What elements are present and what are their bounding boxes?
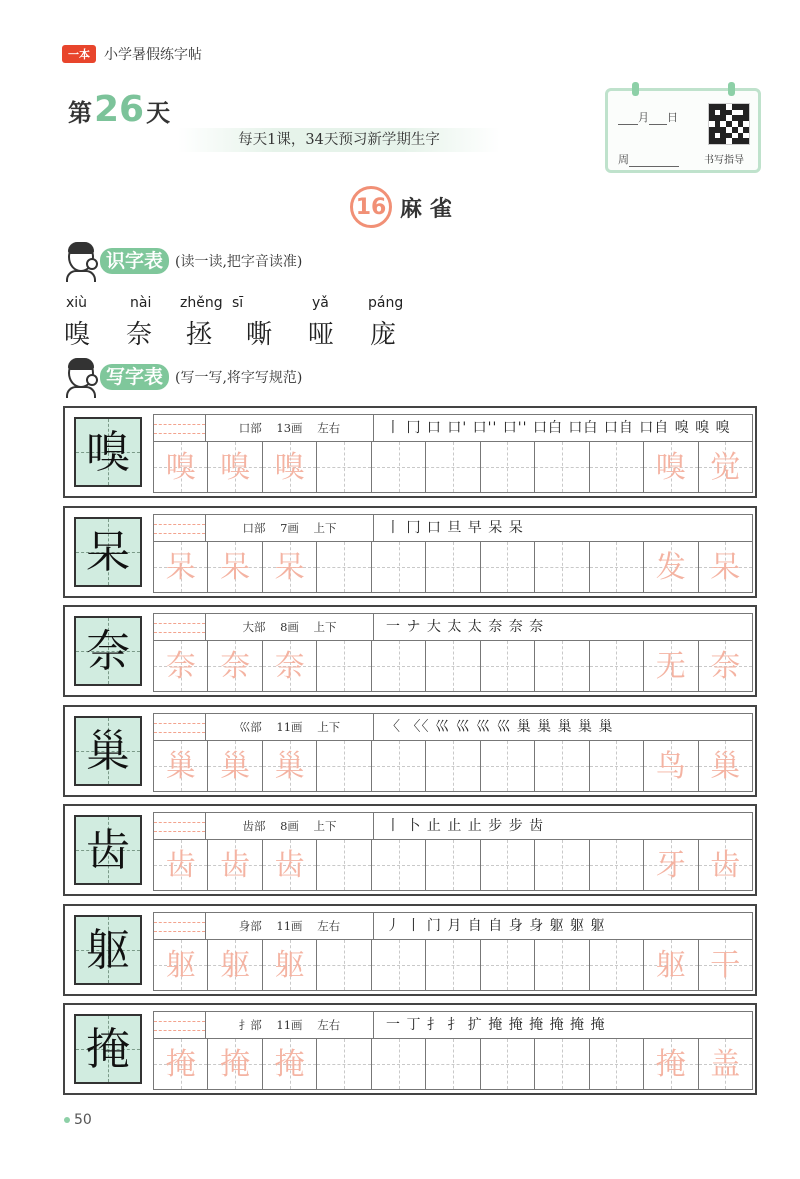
practice-cell[interactable] [426, 741, 480, 791]
model-character-cell [74, 616, 142, 686]
practice-cell[interactable] [426, 1039, 480, 1089]
practice-cell[interactable] [535, 442, 589, 492]
day-label: 日 [667, 111, 678, 124]
pinyin-text: yǎ [312, 295, 329, 311]
character-meta [206, 714, 374, 740]
practice-cell[interactable] [535, 940, 589, 990]
radical: 大部 [242, 620, 266, 634]
practice-grid [153, 640, 753, 692]
word-character: 牙 [655, 848, 686, 883]
trace-character: 躯 [165, 948, 196, 983]
practice-cell[interactable] [263, 1039, 317, 1089]
stroke-count: 7画 [280, 521, 299, 535]
structure: 上下 [313, 819, 337, 833]
model-character: 躯 [86, 925, 130, 976]
publisher-logo: 一本 [62, 45, 96, 63]
practice-cell[interactable] [263, 641, 317, 691]
structure: 左右 [317, 919, 341, 933]
practice-cell[interactable] [481, 641, 535, 691]
trace-character: 奈 [274, 649, 305, 684]
model-character: 掩 [86, 1024, 130, 1075]
practice-grid [153, 939, 753, 991]
day-suffix: 天 [146, 99, 171, 127]
practice-cell[interactable] [154, 641, 208, 691]
practice-cell[interactable] [317, 442, 371, 492]
pinyin-box[interactable] [154, 515, 206, 541]
student-thinking-icon [62, 356, 104, 398]
model-character-cell [74, 815, 142, 885]
practice-cell[interactable] [481, 542, 535, 592]
lesson-number: 16 [350, 186, 392, 228]
practice-grid [153, 541, 753, 593]
qr-label: 书写指导 [704, 155, 744, 166]
practice-cell[interactable] [208, 940, 262, 990]
model-character-cell [74, 517, 142, 587]
recognize-section-header [62, 240, 302, 282]
word-character: 掩 [655, 1047, 686, 1082]
word-character: 鸟 [655, 749, 686, 784]
practice-cell[interactable] [535, 542, 589, 592]
trace-character: 奈 [220, 649, 251, 684]
word-character: 齿 [710, 848, 741, 883]
practice-cell[interactable] [317, 641, 371, 691]
binder-tab-icon [632, 82, 639, 96]
practice-cell[interactable] [481, 741, 535, 791]
practice-cell[interactable] [208, 442, 262, 492]
trace-character: 齿 [274, 848, 305, 883]
stroke-count: 8画 [280, 620, 299, 634]
practice-cell[interactable] [372, 840, 426, 890]
practice-cell[interactable] [481, 442, 535, 492]
practice-cell[interactable] [208, 741, 262, 791]
practice-cell[interactable] [590, 741, 644, 791]
practice-cell[interactable] [263, 542, 317, 592]
practice-cell[interactable] [590, 641, 644, 691]
model-character: 嗅 [86, 427, 130, 478]
stroke-count: 11画 [276, 1018, 303, 1032]
radical: 身部 [238, 919, 262, 933]
practice-cell[interactable] [644, 840, 698, 890]
week-row [618, 151, 679, 167]
radical: 扌部 [238, 1018, 262, 1032]
recognize-note: (读一读,把字音读准) [175, 254, 303, 270]
word-character: 发 [655, 550, 686, 585]
practice-grid [153, 441, 753, 493]
practice-cell[interactable] [644, 940, 698, 990]
pinyin-text: nài [130, 295, 152, 311]
radical: 齿部 [242, 819, 266, 833]
practice-cell[interactable] [535, 1039, 589, 1089]
page-number: 50 [64, 1112, 92, 1128]
practice-cell[interactable] [699, 1039, 752, 1089]
recognize-char: 庞 [370, 320, 397, 350]
word-character: 干 [710, 948, 741, 983]
stroke-order: 丿 丨 门 月 自 自 身 身 躯 躯 躯 [386, 918, 606, 934]
character-info [153, 1011, 753, 1038]
practice-cell[interactable] [699, 542, 752, 592]
radical: 口部 [242, 521, 266, 535]
character-info [153, 812, 753, 839]
structure: 上下 [317, 720, 341, 734]
practice-cell[interactable] [699, 641, 752, 691]
pinyin-box[interactable] [154, 415, 206, 441]
practice-cell[interactable] [590, 442, 644, 492]
recognize-char: 嗅 [64, 320, 91, 350]
student-thinking-icon [62, 240, 104, 282]
word-character: 奈 [710, 649, 741, 684]
practice-cell[interactable] [372, 442, 426, 492]
trace-character: 巢 [165, 749, 196, 784]
stroke-order: 丨 卜 止 止 止 步 步 齿 [386, 818, 545, 834]
stroke-order: 一 丁 扌 扌 扩 掩 掩 掩 掩 掩 掩 [386, 1017, 606, 1033]
trace-character: 巢 [220, 749, 251, 784]
stroke-order: 〈 〈〈 巛 巛 巛 巛 巢 巢 巢 巢 巢 [386, 719, 614, 735]
radical: 口部 [238, 421, 262, 435]
practice-cell[interactable] [154, 940, 208, 990]
practice-cell[interactable] [699, 940, 752, 990]
practice-cell[interactable] [426, 542, 480, 592]
practice-row [63, 804, 757, 896]
date-row [618, 109, 678, 125]
pinyin-box[interactable] [154, 1012, 206, 1038]
practice-cell[interactable] [317, 542, 371, 592]
qr-code-icon[interactable] [708, 103, 750, 145]
structure: 上下 [313, 521, 337, 535]
trace-character: 齿 [220, 848, 251, 883]
lesson-name: 麻雀 [400, 195, 461, 222]
structure: 左右 [317, 1018, 341, 1032]
practice-cell[interactable] [481, 1039, 535, 1089]
recognize-char: 哑 [308, 320, 335, 350]
recognize-label: 识字表 [100, 248, 169, 274]
character-info [153, 613, 753, 640]
practice-cell[interactable] [426, 940, 480, 990]
model-character: 巢 [86, 726, 130, 777]
structure: 左右 [317, 421, 341, 435]
practice-cell[interactable] [372, 940, 426, 990]
practice-row [63, 705, 757, 797]
character-meta [206, 1012, 374, 1038]
word-character: 觉 [710, 450, 741, 485]
pinyin-text: sī [232, 295, 244, 311]
practice-row [63, 406, 757, 498]
subtitle: 每天1课，34天预习新学期生字 [178, 128, 500, 152]
character-info [153, 912, 753, 939]
trace-character: 呆 [220, 550, 251, 585]
pinyin-box[interactable] [154, 813, 206, 839]
recognize-char: 拯 [186, 320, 213, 350]
trace-character: 掩 [274, 1047, 305, 1082]
practice-cell[interactable] [208, 840, 262, 890]
practice-cell[interactable] [644, 442, 698, 492]
practice-cell[interactable] [154, 840, 208, 890]
practice-cell[interactable] [699, 840, 752, 890]
model-character: 呆 [86, 527, 130, 578]
trace-character: 掩 [220, 1047, 251, 1082]
stroke-order: 丨 冂 口 口' 口'' 口'' 口白 口白 口自 口自 嗅 嗅 嗅 [386, 420, 731, 436]
practice-cell[interactable] [154, 741, 208, 791]
practice-grid [153, 839, 753, 891]
practice-cell[interactable] [590, 542, 644, 592]
practice-cell[interactable] [263, 940, 317, 990]
trace-character: 嗅 [165, 450, 196, 485]
practice-cell[interactable] [644, 741, 698, 791]
practice-cell[interactable] [208, 641, 262, 691]
practice-grid [153, 1038, 753, 1090]
trace-character: 嗅 [220, 450, 251, 485]
date-box [605, 88, 761, 173]
pinyin-text: xiù [66, 295, 88, 311]
word-character: 无 [655, 649, 686, 684]
write-label: 写字表 [100, 364, 169, 390]
practice-cell[interactable] [426, 840, 480, 890]
stroke-count: 8画 [280, 819, 299, 833]
trace-character: 呆 [274, 550, 305, 585]
practice-cell[interactable] [481, 940, 535, 990]
practice-cell[interactable] [590, 1039, 644, 1089]
stroke-order: 丨 冂 口 旦 早 呆 呆 [386, 520, 524, 536]
month-label: 月 [638, 111, 649, 124]
practice-cell[interactable] [372, 542, 426, 592]
word-character: 盖 [710, 1047, 741, 1082]
model-character-cell [74, 716, 142, 786]
model-character: 齿 [86, 825, 130, 876]
practice-cell[interactable] [644, 1039, 698, 1089]
character-meta [206, 614, 374, 640]
practice-cell[interactable] [208, 542, 262, 592]
book-header [62, 44, 202, 64]
practice-cell[interactable] [535, 741, 589, 791]
word-character: 呆 [710, 550, 741, 585]
practice-cell[interactable] [426, 442, 480, 492]
practice-cell[interactable] [590, 940, 644, 990]
practice-cell[interactable] [644, 641, 698, 691]
practice-row [63, 1003, 757, 1095]
practice-cell[interactable] [263, 840, 317, 890]
practice-cell[interactable] [317, 1039, 371, 1089]
practice-cell[interactable] [208, 1039, 262, 1089]
structure: 上下 [313, 620, 337, 634]
write-note: (写一写,将字写规范) [175, 370, 303, 386]
practice-cell[interactable] [372, 641, 426, 691]
pinyin-box[interactable] [154, 714, 206, 740]
pinyin-text: páng [368, 295, 404, 311]
trace-character: 躯 [220, 948, 251, 983]
practice-cell[interactable] [154, 1039, 208, 1089]
trace-character: 呆 [165, 550, 196, 585]
practice-cell[interactable] [699, 442, 752, 492]
practice-cell[interactable] [481, 840, 535, 890]
model-character-cell [74, 1014, 142, 1084]
character-info [153, 414, 753, 441]
practice-cell[interactable] [263, 741, 317, 791]
pinyin-box[interactable] [154, 913, 206, 939]
practice-cell[interactable] [154, 442, 208, 492]
day-title [68, 89, 171, 130]
character-meta [206, 813, 374, 839]
trace-character: 掩 [165, 1047, 196, 1082]
practice-cell[interactable] [644, 542, 698, 592]
lesson-title [350, 186, 460, 228]
model-character-cell [74, 417, 142, 487]
practice-cell[interactable] [154, 542, 208, 592]
pinyin-box[interactable] [154, 614, 206, 640]
practice-cell[interactable] [317, 940, 371, 990]
week-label: 周 [618, 153, 629, 166]
trace-character: 奈 [165, 649, 196, 684]
stroke-count: 11画 [276, 720, 303, 734]
recognize-char: 奈 [126, 320, 153, 350]
practice-cell[interactable] [372, 1039, 426, 1089]
write-section-header [62, 356, 302, 398]
practice-grid [153, 740, 753, 792]
practice-row [63, 605, 757, 697]
practice-cell[interactable] [263, 442, 317, 492]
character-info [153, 514, 753, 541]
practice-cell[interactable] [535, 641, 589, 691]
practice-cell[interactable] [535, 840, 589, 890]
binder-tab-icon [728, 82, 735, 96]
character-meta [206, 515, 374, 541]
practice-cell[interactable] [699, 741, 752, 791]
word-character: 巢 [710, 749, 741, 784]
model-character-cell [74, 915, 142, 985]
practice-cell[interactable] [317, 840, 371, 890]
word-character: 躯 [655, 948, 686, 983]
trace-character: 齿 [165, 848, 196, 883]
recognize-char: 嘶 [246, 320, 273, 350]
book-title: 小学暑假练字帖 [104, 47, 202, 63]
practice-row [63, 506, 757, 598]
character-meta [206, 415, 374, 441]
day-prefix: 第 [68, 99, 92, 127]
practice-cell[interactable] [372, 741, 426, 791]
trace-character: 躯 [274, 948, 305, 983]
practice-row [63, 904, 757, 996]
radical: 巛部 [238, 720, 262, 734]
practice-cell[interactable] [426, 641, 480, 691]
trace-character: 巢 [274, 749, 305, 784]
day-number: 26 [94, 89, 145, 130]
practice-cell[interactable] [317, 741, 371, 791]
pinyin-text: zhěng [180, 295, 223, 311]
stroke-count: 11画 [276, 919, 303, 933]
model-character: 奈 [86, 626, 130, 677]
stroke-order: 一 ナ 大 太 太 奈 奈 奈 [386, 619, 545, 635]
trace-character: 嗅 [274, 450, 305, 485]
word-character: 嗅 [655, 450, 686, 485]
stroke-count: 13画 [276, 421, 303, 435]
character-info [153, 713, 753, 740]
practice-cell[interactable] [590, 840, 644, 890]
character-meta [206, 913, 374, 939]
